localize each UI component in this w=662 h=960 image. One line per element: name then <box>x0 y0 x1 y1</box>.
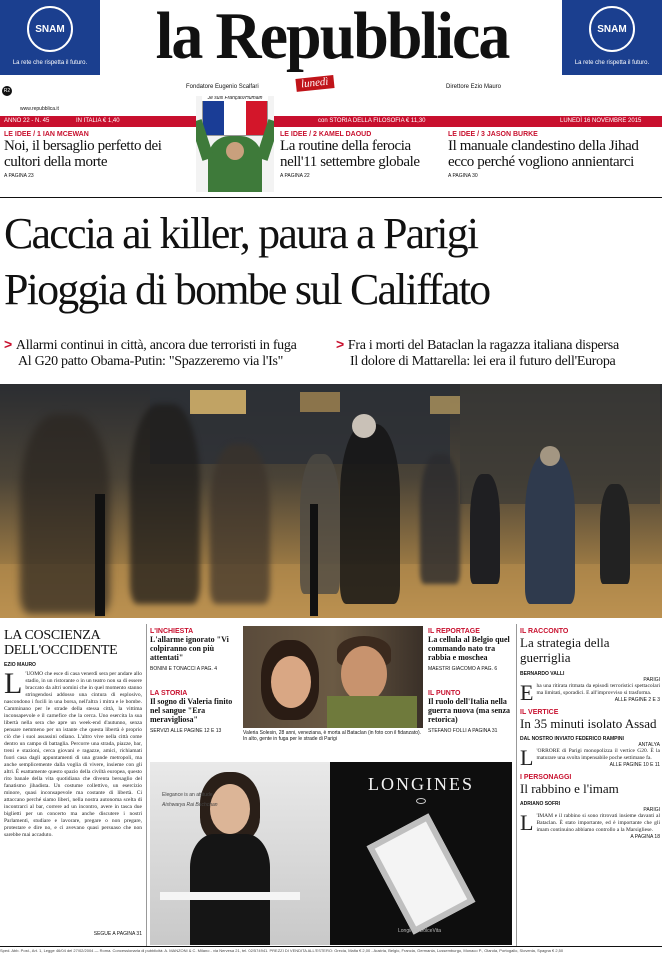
ad-signature: Aishwarya Rai Bachchan <box>162 802 218 808</box>
couple-photo[interactable] <box>243 626 423 728</box>
story-byline: STEFANO FOLLI <box>428 728 467 734</box>
snam-logo: SNAM <box>589 6 635 52</box>
story-title[interactable]: La strategia della guerriglia <box>520 635 610 665</box>
director-credit: Direttore Ezio Mauro <box>446 84 502 90</box>
story-racconto[interactable]: IL RACCONTO La strategia della guerriglia BERNARDO VALLI PARIGI Eha una ritirata ritmata da episodi terroristici spettacolari ma limitati, sporadici. E all'improvviso si trasforma. ALLE PAGINE 2 E 3 <box>520 628 660 705</box>
teaser-page: A PAGINA 30 <box>448 173 478 179</box>
right-column <box>520 628 660 840</box>
story-title[interactable]: Il rabbino e l'imam <box>520 781 619 796</box>
story-byline: MAESTRI GIACOMO <box>428 666 476 672</box>
arrow-icon: > <box>4 336 12 352</box>
drop-cap: L <box>4 671 23 700</box>
story-reportage[interactable] <box>428 628 514 672</box>
subhead: > Fra i morti del Bataclan la ragazza italiana dispersa <box>336 336 619 353</box>
story-vertice[interactable]: IL VERTICE In 35 minuti isolato Assad DAL NOSTRO INVIATO FEDERICO RAMPINI ANTALYA L 'ORRORE di Parigi monopolizza il vertice G20. È la maturare una svolta impensabile poche settimane fa. ALLE PAGINE 10 E 11 <box>520 709 660 770</box>
drop-cap: L <box>520 745 534 770</box>
teaser-page: A PAGINA 23 <box>4 173 34 179</box>
story-byline: DAL NOSTRO INVIATO FEDERICO RAMPINI <box>520 736 624 742</box>
story-byline: BERNARDO VALLI <box>520 671 565 677</box>
story-title[interactable]: La cellula al Belgio quel commando nato tra rabbia e moschea <box>428 635 510 662</box>
story-kicker: L'INCHIESTA <box>150 628 194 635</box>
teaser-page: A PAGINA 22 <box>280 173 310 179</box>
subhead: Al G20 patto Obama-Putin: "Spazzeremo via l'Is" <box>18 354 284 369</box>
story-byline: BONINI E TONACCI <box>150 666 196 672</box>
sponsor-ad-right[interactable] <box>562 0 662 75</box>
teaser-1[interactable] <box>4 131 190 179</box>
main-headline-1[interactable]: Caccia ai killer, paura a Parigi <box>4 209 478 258</box>
story-personaggi[interactable]: I PERSONAGGI Il rabbino e l'imam ADRIANO SOFRI PARIGI L 'IMAM e il rabbino si sono ritrovati insieme davanti al Bataclan. È stato importante, ed è importante che gli imam continuino abbiamo controllo a la Marsigliese. A PAGINA 18 <box>520 774 660 840</box>
editorial-continuation: SEGUE A PAGINA 31 <box>93 931 142 937</box>
story-kicker: IL REPORTAGE <box>428 628 480 635</box>
legal-footer: Sped. Abb. Post., Art. 1, Legge 46/04 del 27/02/2004 — Roma. Concessionaria di pubblicità: A. MANZONI & C. Milano - via Nervesa 21, tel. 02/574941. PREZZI DI VENDITA ALL'ESTERO: Grecia, Malta € 2,00 - Austria, Belgio, Francia, Germania, Lussemburgo, Monaco P., Olanda, Portogallo, Slovenia, Spagna € 2,50 <box>0 948 662 960</box>
editorial-column[interactable] <box>4 628 142 937</box>
issue-number: ANNO 22 - N. 45 <box>4 118 50 124</box>
teaser-headline[interactable]: Il manuale clandestino della Jihad ecco perché vogliono annientarci <box>448 138 639 170</box>
story-place: PARIGI <box>643 677 660 683</box>
story-punto[interactable] <box>428 690 514 734</box>
teaser-3[interactable] <box>448 131 660 179</box>
arrow-icon: > <box>336 336 344 352</box>
sponsor-tagline: La rete che rispetta il futuro. <box>12 60 88 66</box>
drop-cap: E <box>520 680 534 705</box>
founder-credit: Fondatore Eugenio Scalfari <box>186 84 259 90</box>
story-storia[interactable] <box>150 690 240 734</box>
ad-model: Longines DolceVita <box>398 928 441 934</box>
story-page: A PAG. 4 <box>196 666 217 672</box>
story-inchiesta[interactable] <box>150 628 240 672</box>
story-page: ALLE PAGINE 10 E 11 <box>609 762 660 768</box>
story-title[interactable]: Il ruolo dell'Italia nella guerra nuova (ma senza retorica) <box>428 697 510 724</box>
teaser-kicker: LE IDEE / 2 KAMEL DAOUD <box>280 131 372 138</box>
teaser-kicker: LE IDEE / 3 JASON BURKE <box>448 131 538 138</box>
story-title[interactable]: In 35 minuti isolato Assad <box>520 716 657 731</box>
couple-caption: Valeria Solesin, 28 anni, veneziana, è morta al Bataclan (in foto con il fidanzato). In alto, gente in fuga per le strade di Parigi <box>243 730 422 742</box>
story-place: ANTALYA <box>638 742 660 748</box>
story-title[interactable]: Il sogno di Valeria finito nel sangue "Era meravigliosa" <box>150 697 233 724</box>
teaser-headline[interactable]: La routine della ferocia nell'11 settembre globale <box>280 138 420 170</box>
story-byline: ADRIANO SOFRI <box>520 801 560 807</box>
story-page: A PAG. 6 <box>476 666 498 672</box>
subheads-left <box>4 336 330 370</box>
story-page: ALLE PAGINE 2 E 3 <box>614 697 660 703</box>
subhead: > Allarmi continui in città, ancora due terroristi in fuga <box>4 336 297 353</box>
winged-hourglass-icon <box>416 798 426 804</box>
sponsor-ad-left[interactable] <box>0 0 100 75</box>
masthead-title[interactable]: la Repubblica <box>155 0 509 73</box>
teaser-kicker: LE IDEE / 1 IAN MCEWAN <box>4 131 89 138</box>
story-title[interactable]: L'allarme ignorato "Vi colpiranno con più attentati" <box>150 635 229 662</box>
main-photo-paris-crowd[interactable] <box>0 384 662 618</box>
editorial-body: L 'UOMO che esce di casa venerdì sera per andare allo stadio, in un ristorante o in un teatro non sa di essere braccato da altri uomini che in quel momento stanno stringendosi addosso una cintura di esplosivo, nascondono i fucili in una borsa, nell'altra i mitra e le bombe. Camminano per le strade della stessa città, la vittima inconsapevole e il carnefice che la cerca. Uno esercita la sua libertà nella sera che apre un week-end d'autunno, senza pensare nemmeno per un istante che questa libertà è proprio ciò che i suoi assassini odiano. L'altro vive nella città come dentro un campo di battaglia. Percorre una strada, piazze, bar, treni e stazioni, cerca giovani e ragazze, amici, richiamati fuori casa dagli appuntamenti di una grande metropoli, ma anche semplicemente dalla voglia di vivere, insieme con gli altri. È esattamente questo spazio della civiltà europea, questo rito banale della vita quotidiana che diventa bersaglio del fanatismo jihadista. Un costume collettivo, un esercizio minore, quasi inconsapevole ma costante di libertà. Ci attaccano perché siamo liberi, nella nostra autonoma scelta di incontrarci al bar, correre ad un incontro, avere in tasca due biglietti per un concerto ma anche discutere i nostri Parlamenti, studiare e lavorare, pregare o non pregare, protestare e dire no, e ci avevano quasi persuaso che non sarebbe mai accaduto. <box>4 671 142 838</box>
story-page: A PAGINA 18 <box>630 834 660 840</box>
issue-date: LUNEDÌ 16 NOVEMBRE 2015 <box>560 118 642 124</box>
sponsor-tagline: La rete che rispetta il futuro. <box>574 60 650 66</box>
story-kicker: LA STORIA <box>150 690 188 697</box>
info-bar <box>0 116 662 127</box>
story-page: A PAGINA 31 <box>467 728 498 734</box>
editorial-author: EZIO MAURO <box>4 662 36 668</box>
price: IN ITALIA € 1,40 <box>76 118 120 124</box>
flag-photo <box>196 96 274 192</box>
main-headline-2[interactable]: Pioggia di bombe sul Califfato <box>4 265 490 314</box>
story-byline: SERVIZI <box>150 728 170 734</box>
supplement-offer: con STORIA DELLA FILOSOFIA € 11,30 <box>318 118 426 124</box>
story-kicker: IL PUNTO <box>428 690 461 697</box>
ad-brand: LONGINES <box>368 774 474 794</box>
editorial-title[interactable]: LA COSCIENZA DELL'OCCIDENTE <box>4 628 118 658</box>
story-kicker: IL VERTICE <box>520 709 559 716</box>
subheads-right <box>336 336 662 370</box>
story-place: PARIGI <box>643 807 660 813</box>
teaser-2[interactable] <box>280 131 442 179</box>
website-url[interactable]: www.repubblica.it <box>20 106 59 112</box>
protest-sign-text: Je suis Français/Humain <box>202 96 268 101</box>
drop-cap: L <box>520 810 534 835</box>
longines-advertisement[interactable] <box>150 762 512 945</box>
story-kicker: I PERSONAGGI <box>520 774 572 781</box>
story-kicker: IL RACCONTO <box>520 628 569 635</box>
teaser-headline[interactable]: Noi, il bersaglio perfetto dei cultori della morte <box>4 138 162 170</box>
section-badge: R2 <box>3 88 11 94</box>
ad-slogan: Elegance is an attitude <box>162 792 213 798</box>
story-page: ALLE PAGINE 12 E 13 <box>170 728 222 734</box>
snam-logo: SNAM <box>27 6 73 52</box>
day-tag: lunedì <box>295 75 334 92</box>
subhead: Il dolore di Mattarella: lei era il futuro dell'Europa <box>350 354 616 369</box>
